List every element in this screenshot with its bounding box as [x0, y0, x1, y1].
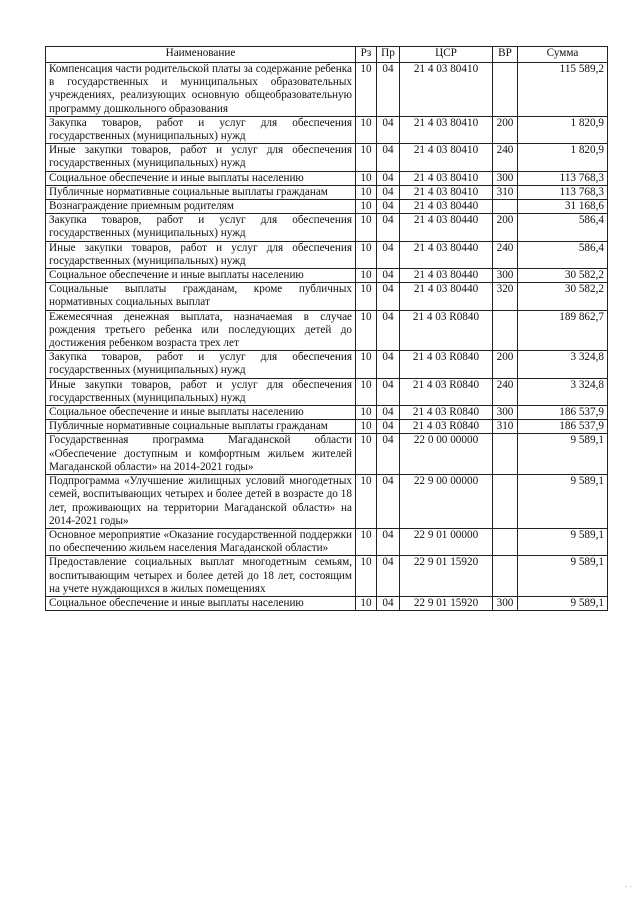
cell-pr: 04: [377, 116, 400, 143]
cell-vr: [493, 528, 518, 555]
cell-csr: 21 4 03 80410: [400, 116, 493, 143]
cell-name: Вознаграждение приемным родителям: [46, 200, 356, 214]
cell-rz: 10: [356, 420, 377, 434]
cell-vr: 320: [493, 283, 518, 310]
header-name: Наименование: [46, 47, 356, 63]
cell-name: Закупка товаров, работ и услуг для обеспечения государственных (муниципальных) нужд: [46, 351, 356, 378]
budget-table: [45, 46, 608, 611]
cell-sum: 3 324,8: [518, 351, 608, 378]
cell-pr: 04: [377, 63, 400, 117]
cell-csr: 22 9 01 15920: [400, 556, 493, 597]
cell-pr: 04: [377, 269, 400, 283]
table-row: [46, 528, 608, 555]
cell-rz: 10: [356, 475, 377, 529]
cell-pr: 04: [377, 406, 400, 420]
cell-vr: 300: [493, 596, 518, 610]
cell-csr: 21 4 03 R0840: [400, 310, 493, 351]
cell-pr: 04: [377, 241, 400, 268]
cell-vr: 240: [493, 378, 518, 405]
cell-csr: 21 4 03 80440: [400, 283, 493, 310]
cell-pr: 04: [377, 200, 400, 214]
cell-sum: 9 589,1: [518, 556, 608, 597]
cell-rz: 10: [356, 63, 377, 117]
cell-vr: [493, 200, 518, 214]
table-row: [46, 171, 608, 185]
cell-name: Социальное обеспечение и иные выплаты населению: [46, 596, 356, 610]
table-row: [46, 475, 608, 529]
table-row: [46, 214, 608, 241]
cell-vr: 300: [493, 269, 518, 283]
cell-pr: 04: [377, 378, 400, 405]
cell-pr: 04: [377, 434, 400, 475]
table-row: [46, 185, 608, 199]
cell-sum: 9 589,1: [518, 475, 608, 529]
cell-name: Публичные нормативные социальные выплаты гражданам: [46, 420, 356, 434]
table-row: [46, 406, 608, 420]
cell-csr: 22 0 00 00000: [400, 434, 493, 475]
header-csr: ЦСР: [400, 47, 493, 63]
cell-vr: [493, 434, 518, 475]
table-row: [46, 116, 608, 143]
cell-csr: 21 4 03 80410: [400, 63, 493, 117]
cell-vr: [493, 63, 518, 117]
table-row: [46, 200, 608, 214]
table-row: [46, 596, 608, 610]
cell-name: Иные закупки товаров, работ и услуг для обеспечения государственных (муниципальных) нужд: [46, 144, 356, 171]
cell-csr: 22 9 00 00000: [400, 475, 493, 529]
cell-pr: 04: [377, 144, 400, 171]
cell-rz: 10: [356, 528, 377, 555]
cell-name: Подпрограмма «Улучшение жилищных условий многодетных семей, воспитывающих четырех и более детей в возрасте до 18 лет, проживающих на территории Магаданской области» на 2014-2021 годы»: [46, 475, 356, 529]
cell-sum: 9 589,1: [518, 434, 608, 475]
table-row: [46, 269, 608, 283]
cell-rz: 10: [356, 406, 377, 420]
cell-sum: 186 537,9: [518, 406, 608, 420]
cell-sum: 30 582,2: [518, 283, 608, 310]
cell-sum: 113 768,3: [518, 185, 608, 199]
cell-rz: 10: [356, 596, 377, 610]
cell-vr: [493, 475, 518, 529]
cell-sum: 9 589,1: [518, 528, 608, 555]
cell-rz: 10: [356, 434, 377, 475]
cell-name: Закупка товаров, работ и услуг для обеспечения государственных (муниципальных) нужд: [46, 214, 356, 241]
cell-sum: 1 820,9: [518, 116, 608, 143]
cell-sum: 113 768,3: [518, 171, 608, 185]
cell-rz: 10: [356, 351, 377, 378]
cell-vr: [493, 556, 518, 597]
cell-csr: 21 4 03 R0840: [400, 406, 493, 420]
table-row: [46, 310, 608, 351]
cell-name: Компенсация части родительской платы за содержание ребенка в государственных и муниципальных образовательных учреждениях, реализующих основную общеобразовательную программу дошкольного образования: [46, 63, 356, 117]
cell-name: Государственная программа Магаданской области «Обеспечение доступным и комфортным жильем жителей Магаданской области» на 2014-2021 годы»: [46, 434, 356, 475]
cell-pr: 04: [377, 528, 400, 555]
cell-rz: 10: [356, 556, 377, 597]
cell-pr: 04: [377, 185, 400, 199]
corner-mark: - -: [624, 882, 632, 891]
cell-vr: 300: [493, 406, 518, 420]
cell-pr: 04: [377, 310, 400, 351]
cell-name: Основное мероприятие «Оказание государственной поддержки по обеспечению жильем населения Магаданской области»: [46, 528, 356, 555]
cell-name: Иные закупки товаров, работ и услуг для обеспечения государственных (муниципальных) нужд: [46, 378, 356, 405]
cell-name: Закупка товаров, работ и услуг для обеспечения государственных (муниципальных) нужд: [46, 116, 356, 143]
header-vr: ВР: [493, 47, 518, 63]
cell-rz: 10: [356, 269, 377, 283]
cell-vr: [493, 310, 518, 351]
cell-csr: 21 4 03 R0840: [400, 351, 493, 378]
cell-rz: 10: [356, 310, 377, 351]
cell-csr: 21 4 03 80440: [400, 241, 493, 268]
table-body: [46, 63, 608, 611]
header-pr: Пр: [377, 47, 400, 63]
cell-sum: 115 589,2: [518, 63, 608, 117]
cell-rz: 10: [356, 144, 377, 171]
cell-pr: 04: [377, 283, 400, 310]
cell-sum: 9 589,1: [518, 596, 608, 610]
table-row: [46, 351, 608, 378]
cell-name: Социальные выплаты гражданам, кроме публичных нормативных социальных выплат: [46, 283, 356, 310]
cell-pr: 04: [377, 214, 400, 241]
header-row: [46, 47, 608, 63]
cell-rz: 10: [356, 378, 377, 405]
cell-pr: 04: [377, 171, 400, 185]
cell-rz: 10: [356, 171, 377, 185]
cell-vr: 200: [493, 214, 518, 241]
cell-rz: 10: [356, 116, 377, 143]
cell-rz: 10: [356, 283, 377, 310]
table-row: [46, 241, 608, 268]
cell-name: Социальное обеспечение и иные выплаты населению: [46, 406, 356, 420]
cell-rz: 10: [356, 185, 377, 199]
cell-name: Иные закупки товаров, работ и услуг для обеспечения государственных (муниципальных) нужд: [46, 241, 356, 268]
cell-name: Публичные нормативные социальные выплаты гражданам: [46, 185, 356, 199]
cell-name: Предоставление социальных выплат многодетным семьям, воспитывающим четырех и более детей до 18 лет, состоящим на учете нуждающихся в жилых помещениях: [46, 556, 356, 597]
cell-pr: 04: [377, 420, 400, 434]
table-row: [46, 63, 608, 117]
cell-vr: 200: [493, 351, 518, 378]
cell-rz: 10: [356, 214, 377, 241]
cell-sum: 31 168,6: [518, 200, 608, 214]
table-header: [46, 47, 608, 63]
table-row: [46, 283, 608, 310]
cell-name: Социальное обеспечение и иные выплаты населению: [46, 171, 356, 185]
cell-vr: 300: [493, 171, 518, 185]
cell-vr: 310: [493, 185, 518, 199]
table-row: [46, 434, 608, 475]
cell-csr: 21 4 03 R0840: [400, 378, 493, 405]
cell-rz: 10: [356, 200, 377, 214]
cell-name: Социальное обеспечение и иные выплаты населению: [46, 269, 356, 283]
cell-vr: 200: [493, 116, 518, 143]
cell-vr: 310: [493, 420, 518, 434]
cell-rz: 10: [356, 241, 377, 268]
cell-csr: 21 4 03 80410: [400, 144, 493, 171]
cell-pr: 04: [377, 351, 400, 378]
header-sum: Сумма: [518, 47, 608, 63]
cell-vr: 240: [493, 241, 518, 268]
table-row: [46, 420, 608, 434]
cell-csr: 21 4 03 80410: [400, 171, 493, 185]
cell-pr: 04: [377, 475, 400, 529]
cell-sum: 1 820,9: [518, 144, 608, 171]
cell-csr: 21 4 03 80440: [400, 269, 493, 283]
cell-pr: 04: [377, 596, 400, 610]
cell-vr: 240: [493, 144, 518, 171]
table-row: [46, 556, 608, 597]
cell-sum: 30 582,2: [518, 269, 608, 283]
cell-sum: 586,4: [518, 241, 608, 268]
cell-csr: 21 4 03 80440: [400, 200, 493, 214]
table-row: [46, 144, 608, 171]
cell-sum: 186 537,9: [518, 420, 608, 434]
header-rz: Рз: [356, 47, 377, 63]
cell-sum: 586,4: [518, 214, 608, 241]
cell-csr: 22 9 01 15920: [400, 596, 493, 610]
cell-csr: 21 4 03 80410: [400, 185, 493, 199]
cell-csr: 22 9 01 00000: [400, 528, 493, 555]
cell-sum: 3 324,8: [518, 378, 608, 405]
table-row: [46, 378, 608, 405]
cell-sum: 189 862,7: [518, 310, 608, 351]
cell-pr: 04: [377, 556, 400, 597]
cell-name: Ежемесячная денежная выплата, назначаемая в случае рождения третьего ребенка или последующих детей до достижения ребенком возраста трех лет: [46, 310, 356, 351]
cell-csr: 21 4 03 R0840: [400, 420, 493, 434]
cell-csr: 21 4 03 80440: [400, 214, 493, 241]
